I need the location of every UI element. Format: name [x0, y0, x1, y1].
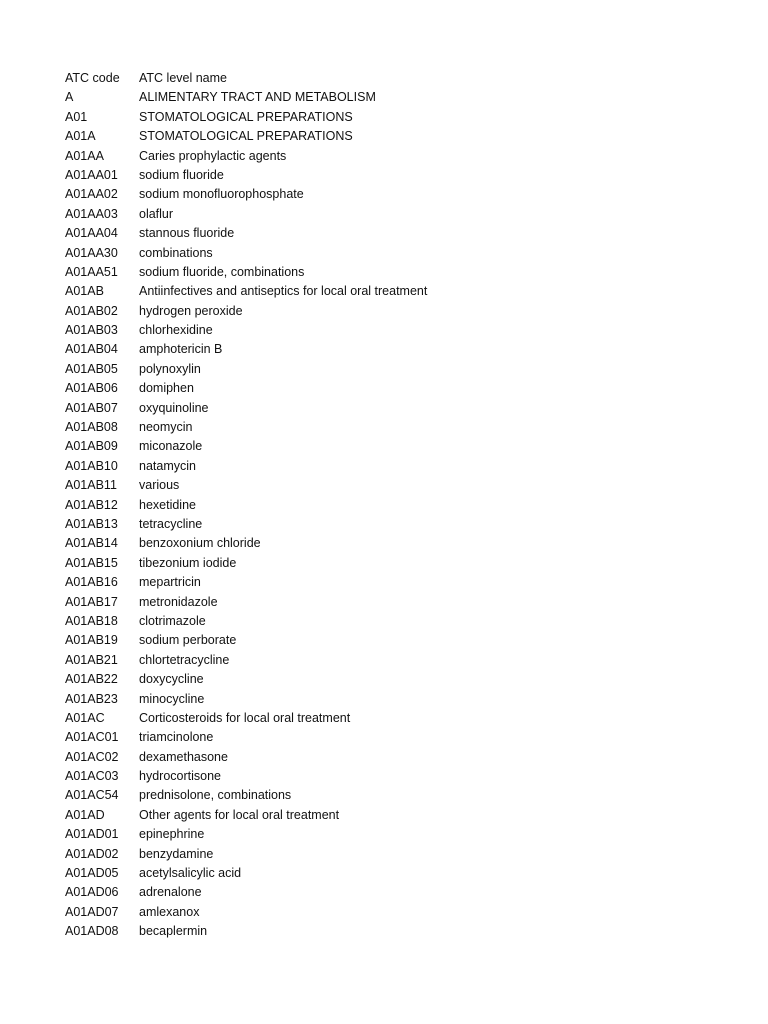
- table-row: [65, 767, 585, 786]
- atc-code-cell: A01AD05: [65, 866, 119, 881]
- atc-level-name-cell: oxyquinoline: [139, 400, 209, 415]
- table-row: [65, 244, 585, 263]
- table-row: [65, 864, 585, 883]
- atc-code-cell: A01AB22: [65, 672, 118, 687]
- atc-level-name-cell: epinephrine: [139, 827, 205, 842]
- atc-code-cell: A01AB16: [65, 575, 118, 590]
- table-row: [65, 806, 585, 825]
- atc-level-name-cell: domiphen: [139, 381, 194, 396]
- atc-level-name-cell: hydrogen peroxide: [139, 303, 243, 318]
- table-row: [65, 399, 585, 418]
- atc-code-cell: A01AC01: [65, 730, 119, 745]
- table-row: [65, 593, 585, 612]
- table-row: [65, 360, 585, 379]
- atc-code-cell: A01AB19: [65, 633, 118, 648]
- atc-level-name-cell: natamycin: [139, 458, 196, 473]
- atc-code-cell: A01AA: [65, 148, 104, 163]
- atc-level-name-cell: sodium monofluorophosphate: [139, 187, 304, 202]
- atc-code-cell: A01AB07: [65, 400, 118, 415]
- atc-code-cell: A01AB09: [65, 439, 118, 454]
- table-row: [65, 825, 585, 844]
- table-row: [65, 515, 585, 534]
- atc-level-name-cell: amlexanox: [139, 904, 200, 919]
- atc-level-name-cell: hexetidine: [139, 497, 196, 512]
- table-row: [65, 748, 585, 767]
- atc-level-name-cell: Other agents for local oral treatment: [139, 807, 340, 822]
- table-row: [65, 88, 585, 107]
- atc-level-name-cell: various: [139, 478, 180, 493]
- atc-code-cell: A01AA51: [65, 264, 118, 279]
- table-body: [65, 88, 585, 941]
- table-row: [65, 263, 585, 282]
- atc-code-cell: A01AB17: [65, 594, 118, 609]
- table-row: [65, 205, 585, 224]
- atc-level-name-cell: clotrimazole: [139, 613, 206, 628]
- atc-level-name-cell: sodium fluoride, combinations: [139, 264, 305, 279]
- atc-level-name-cell: olaflur: [139, 206, 174, 221]
- atc-code-cell: A01AB23: [65, 691, 118, 706]
- atc-level-name-cell: sodium perborate: [139, 633, 237, 648]
- atc-code-cell: A01AC03: [65, 769, 119, 784]
- atc-table: [65, 69, 585, 942]
- atc-code-cell: A01AB06: [65, 381, 118, 396]
- atc-code-cell: A01AD07: [65, 904, 119, 919]
- column-header-code: ATC code: [65, 71, 120, 85]
- atc-level-name-cell: benzydamine: [139, 846, 214, 861]
- table-row: [65, 108, 585, 127]
- atc-code-cell: A01AD08: [65, 924, 119, 939]
- table-row: [65, 302, 585, 321]
- atc-level-name-cell: Antiinfectives and antiseptics for local oral treatment: [139, 284, 428, 299]
- table-row: [65, 127, 585, 146]
- atc-level-name-cell: polynoxylin: [139, 361, 201, 376]
- atc-code-cell: A01AB10: [65, 458, 118, 473]
- atc-code-cell: A01AB03: [65, 323, 118, 338]
- atc-code-cell: A: [65, 90, 74, 105]
- atc-code-cell: A01: [65, 109, 88, 124]
- atc-level-name-cell: Caries prophylactic agents: [139, 148, 287, 163]
- atc-code-cell: A01AC54: [65, 788, 119, 803]
- atc-code-cell: A01AD02: [65, 846, 119, 861]
- table-row: [65, 457, 585, 476]
- atc-code-cell: A01AB12: [65, 497, 118, 512]
- atc-level-name-cell: mepartricin: [139, 575, 201, 590]
- atc-code-cell: A01AA04: [65, 226, 118, 241]
- table-row: [65, 340, 585, 359]
- table-row: [65, 534, 585, 553]
- atc-level-name-cell: doxycycline: [139, 672, 204, 687]
- column-header-name: ATC level name: [139, 71, 227, 85]
- atc-code-cell: A01AB08: [65, 420, 118, 435]
- atc-code-cell: A01AD01: [65, 827, 119, 842]
- atc-code-cell: A01A: [65, 129, 96, 144]
- atc-code-cell: A01AD06: [65, 885, 119, 900]
- atc-code-cell: A01AD: [65, 807, 105, 822]
- table-row: [65, 554, 585, 573]
- atc-level-name-cell: minocycline: [139, 691, 205, 706]
- table-row: [65, 651, 585, 670]
- table-row: [65, 321, 585, 340]
- atc-code-cell: A01AB04: [65, 342, 118, 357]
- atc-level-name-cell: ALIMENTARY TRACT AND METABOLISM: [139, 90, 376, 105]
- atc-code-cell: A01AB02: [65, 303, 118, 318]
- atc-code-cell: A01AB18: [65, 613, 118, 628]
- atc-level-name-cell: Corticosteroids for local oral treatment: [139, 710, 351, 725]
- table-row: [65, 496, 585, 515]
- atc-level-name-cell: tetracycline: [139, 516, 203, 531]
- atc-level-name-cell: tibezonium iodide: [139, 555, 237, 570]
- atc-level-name-cell: miconazole: [139, 439, 203, 454]
- atc-level-name-cell: metronidazole: [139, 594, 218, 609]
- table-row: [65, 690, 585, 709]
- table-row: [65, 903, 585, 922]
- table-row: [65, 631, 585, 650]
- atc-code-cell: A01AB21: [65, 652, 118, 667]
- atc-code-cell: A01AB15: [65, 555, 118, 570]
- table-row: [65, 922, 585, 941]
- atc-code-cell: A01AB05: [65, 361, 118, 376]
- table-row: [65, 670, 585, 689]
- table-row: [65, 418, 585, 437]
- table-row: [65, 709, 585, 728]
- atc-code-cell: A01AA01: [65, 167, 118, 182]
- atc-code-cell: A01AB11: [65, 478, 117, 493]
- table-row: [65, 476, 585, 495]
- table-row: [65, 166, 585, 185]
- atc-level-name-cell: STOMATOLOGICAL PREPARATIONS: [139, 109, 353, 124]
- atc-code-cell: A01AB13: [65, 516, 118, 531]
- atc-level-name-cell: hydrocortisone: [139, 769, 221, 784]
- table-row: [65, 147, 585, 166]
- atc-level-name-cell: triamcinolone: [139, 730, 214, 745]
- atc-level-name-cell: amphotericin B: [139, 342, 223, 357]
- atc-level-name-cell: adrenalone: [139, 885, 202, 900]
- atc-level-name-cell: benzoxonium chloride: [139, 536, 261, 551]
- atc-level-name-cell: STOMATOLOGICAL PREPARATIONS: [139, 129, 353, 144]
- table-row: [65, 883, 585, 902]
- atc-level-name-cell: stannous fluoride: [139, 226, 235, 241]
- atc-level-name-cell: becaplermin: [139, 924, 208, 939]
- table-row: [65, 786, 585, 805]
- table-row: [65, 437, 585, 456]
- atc-level-name-cell: chlorhexidine: [139, 323, 213, 338]
- atc-code-cell: A01AA02: [65, 187, 118, 202]
- atc-code-cell: A01AC: [65, 710, 105, 725]
- atc-code-cell: A01AB: [65, 284, 104, 299]
- atc-level-name-cell: prednisolone, combinations: [139, 788, 292, 803]
- atc-code-cell: A01AA03: [65, 206, 118, 221]
- table-row: [65, 224, 585, 243]
- table-row: [65, 728, 585, 747]
- table-header-row: [65, 69, 585, 88]
- table-row: [65, 845, 585, 864]
- table-row: [65, 379, 585, 398]
- atc-code-cell: A01AB14: [65, 536, 118, 551]
- atc-level-name-cell: combinations: [139, 245, 213, 260]
- table-row: [65, 612, 585, 631]
- atc-level-name-cell: dexamethasone: [139, 749, 228, 764]
- atc-level-name-cell: sodium fluoride: [139, 167, 224, 182]
- atc-code-cell: A01AC02: [65, 749, 119, 764]
- table-row: [65, 185, 585, 204]
- atc-code-cell: A01AA30: [65, 245, 118, 260]
- atc-level-name-cell: neomycin: [139, 420, 193, 435]
- atc-level-name-cell: chlortetracycline: [139, 652, 230, 667]
- table-row: [65, 573, 585, 592]
- table-row: [65, 282, 585, 301]
- atc-level-name-cell: acetylsalicylic acid: [139, 866, 242, 881]
